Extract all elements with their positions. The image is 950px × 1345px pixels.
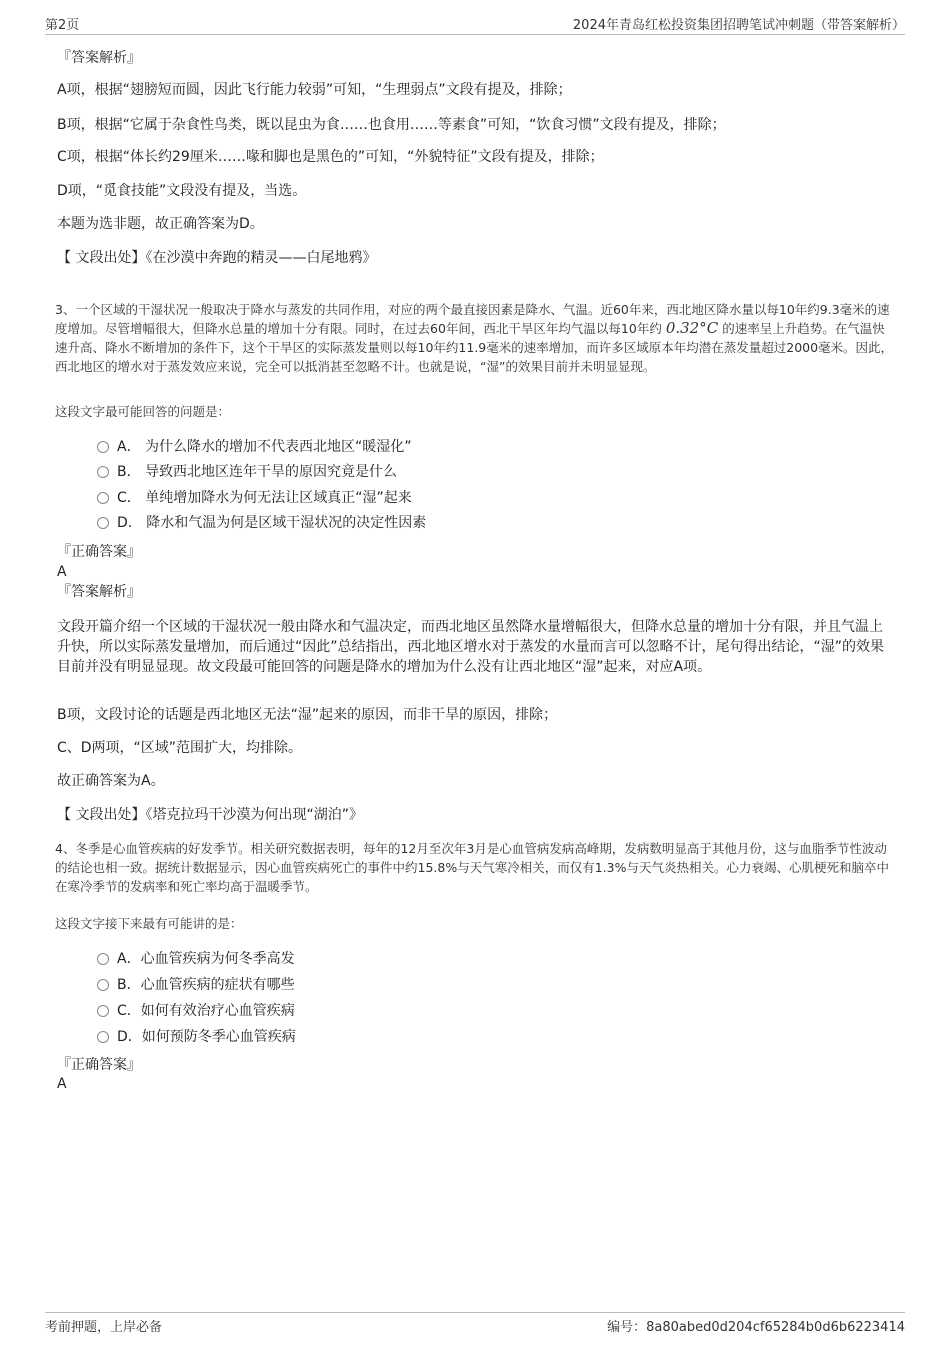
q3-option-c[interactable] — [97, 488, 412, 508]
q3-option-a[interactable] — [97, 437, 412, 457]
q3-option-b[interactable] — [97, 462, 397, 482]
radio-icon[interactable] — [97, 953, 109, 965]
radio-icon[interactable] — [97, 1005, 109, 1017]
footer-code: 编号：8a80abed0d204cf65284b0d6b6223414 — [607, 1320, 905, 1335]
q4-option-b-label: B．心血管疾病的症状有哪些 — [117, 977, 295, 993]
q3-analysis-title: 『答案解析』 — [57, 584, 141, 600]
q3-answer: A — [57, 564, 67, 580]
q3-analysis-cd: C、D两项，“区域”范围扩大，均排除。 — [57, 740, 303, 756]
q2-analysis-c: C项，根据“体长约29厘米……喙和脚也是黑色的”可知，“外貌特征”文段有提及，排除； — [57, 149, 604, 165]
q4-answer: A — [57, 1076, 67, 1092]
q3-question: 这段文字最可能回答的问题是： — [55, 404, 231, 419]
q3-option-d[interactable] — [97, 513, 426, 533]
radio-icon[interactable] — [97, 1031, 109, 1043]
q3-stem-part2: 的速率呈上升趋势。在气温快速升高、降水不断增加的条件下，这个干旱区的实际蒸发量则以每10年约11.9毫米的速率增加，而许多区域原本年均潜在蒸发量超过2000毫米。因此，西北地区的增水对于蒸发效应来说，完全可以抵消甚至忽略不计。也就是说，“湿”的效果目前并未明显显现。 — [55, 321, 894, 374]
q4-option-a-label: A．心血管疾病为何冬季高发 — [117, 951, 295, 967]
q3-stem — [55, 300, 897, 376]
q3-option-a-label: A． 为什么降水的增加不代表西北地区“暖湿化” — [117, 439, 412, 455]
q4-option-d-label: D．如何预防冬季心血管疾病 — [117, 1029, 296, 1045]
q4-option-a[interactable] — [97, 949, 295, 969]
q4-question: 这段文字接下来最有可能讲的是： — [55, 916, 243, 931]
q2-analysis-d: D项，“觅食技能”文段没有提及，当选。 — [57, 183, 307, 199]
q3-stem-math: 0.32°C — [665, 319, 719, 337]
footer-slogan: 考前押题，上岸必备 — [45, 1320, 163, 1335]
q3-analysis-b: B项，文段讨论的话题是西北地区无法“湿”起来的原因，而非干旱的原因，排除； — [57, 707, 558, 723]
q4-option-b[interactable] — [97, 975, 295, 995]
page-header — [45, 14, 905, 35]
q4-stem: 4、冬季是心血管疾病的好发季节。相关研究数据表明，每年的12月至次年3月是心血管病发病高峰期，发病数明显高于其他月份，这与血脂季节性波动的结论也相一致。据统计数据显示，因心血管疾病死亡的事件中约15.8%与天气寒冷相关，而仅有1.3%与天气炎热相关。心力衰竭、心肌梗死和脑卒中在寒冷季节的发病率和死亡率均高于温暖季节。 — [55, 841, 889, 894]
q2-conclusion: 本题为选非题，故正确答案为D。 — [57, 216, 264, 232]
document-title: 2024年青岛红松投资集团招聘笔试冲刺题（带答案解析） — [572, 18, 905, 33]
q3-answer-title: 『正确答案』 — [57, 544, 141, 560]
q2-analysis-b: B项，根据“它属于杂食性鸟类，既以昆虫为食……也食用……等素食”可知，“饮食习惯”文段有提及，排除； — [57, 117, 726, 133]
q4-option-d[interactable] — [97, 1027, 296, 1047]
radio-icon[interactable] — [97, 979, 109, 991]
q3-source: 【 文段出处】《塔克拉玛干沙漠为何出现“湖泊”》 — [57, 807, 363, 823]
page-footer — [45, 1312, 905, 1338]
q3-conclusion: 故正确答案为A。 — [57, 773, 165, 789]
q3-option-b-label: B． 导致西北地区连年干旱的原因究竟是什么 — [117, 464, 398, 480]
q4-option-c-label: C．如何有效治疗心血管疾病 — [117, 1003, 295, 1019]
page-number: 第2页 — [45, 18, 80, 33]
q2-analysis-title: 『答案解析』 — [57, 50, 141, 66]
radio-icon[interactable] — [97, 466, 109, 478]
q4-option-c[interactable] — [97, 1001, 295, 1021]
q2-source: 【 文段出处】《在沙漠中奔跑的精灵——白尾地鸦》 — [57, 250, 377, 266]
radio-icon[interactable] — [97, 441, 109, 453]
q4-answer-title: 『正确答案』 — [57, 1057, 141, 1073]
q3-stem-part1: 3、一个区域的干湿状况一般取决于降水与蒸发的共同作用，对应的两个最直接因素是降水、气温。近60年来，西北地区降水量以每10年约9.3毫米的速度增加。尽管增幅很大，但降水总量的增加十分有限。同时，在过去60年间，西北干旱区年均气温以每10年约 — [55, 302, 890, 336]
radio-icon[interactable] — [97, 517, 109, 529]
q3-option-d-label: D． 降水和气温为何是区域干湿状况的决定性因素 — [117, 515, 427, 531]
q3-option-c-label: C． 单纯增加降水为何无法让区域真正“湿”起来 — [117, 490, 412, 506]
q3-analysis-main: 文段开篇介绍一个区域的干湿状况一般由降水和气温决定，而西北地区虽然降水量增幅很大，但降水总量的增加十分有限，并且气温上升快，所以实际蒸发量增加，而后通过“因此”总结指出，西北地区增水对于蒸发的水量而言可以忽略不计，尾句得出结论，“湿”的效果目前并没有明显显现。故文段最可能回答的问题是降水的增加为什么没有让西北地区“湿”起来，对应A项。 — [57, 619, 885, 675]
radio-icon[interactable] — [97, 492, 109, 504]
q2-analysis-a: A项，根据“翅膀短而圆，因此飞行能力较弱”可知，“生理弱点”文段有提及，排除； — [57, 82, 572, 98]
